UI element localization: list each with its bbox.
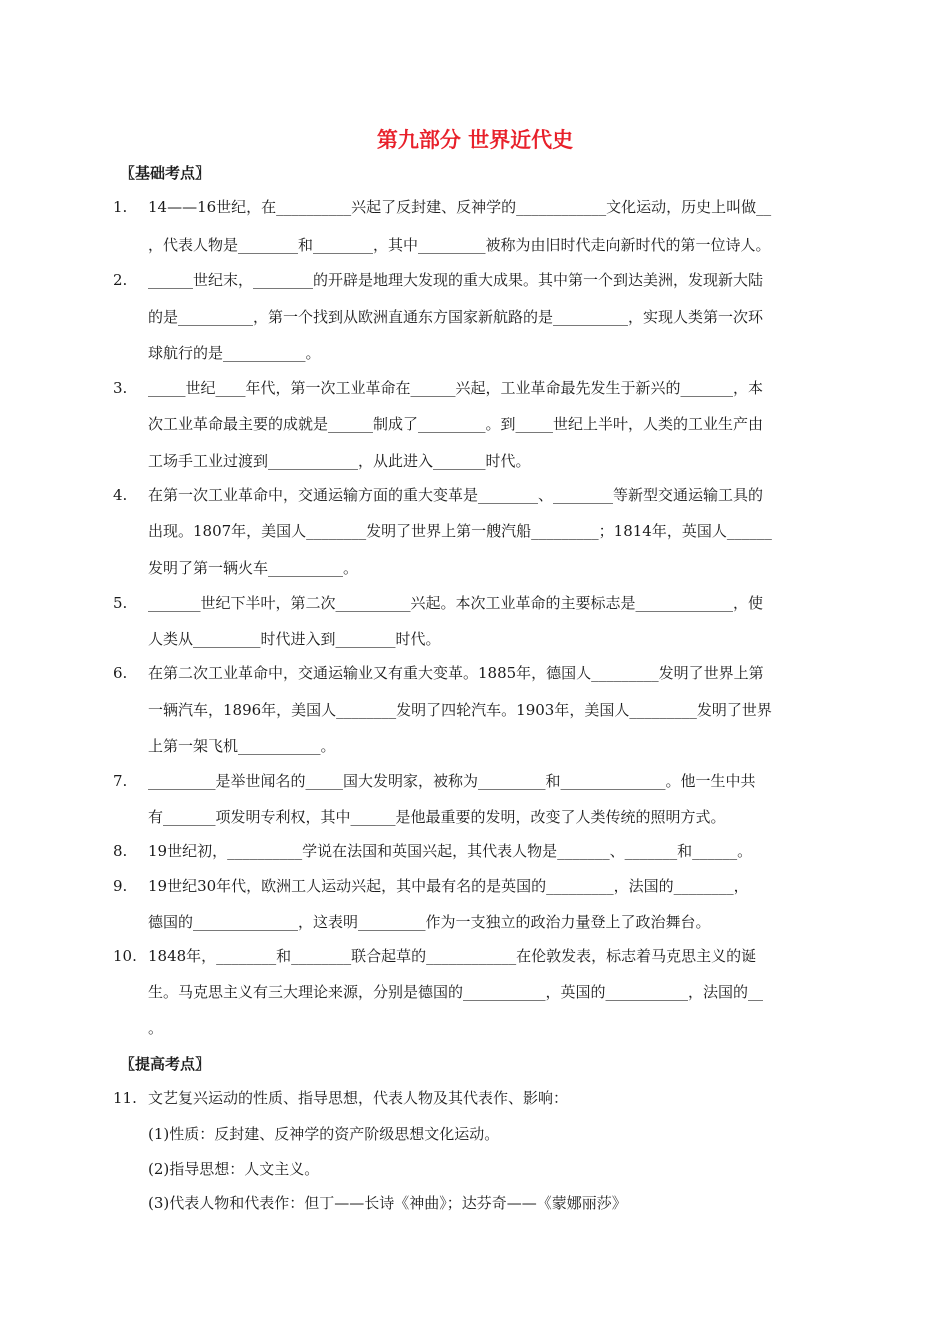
question-line: 德国的______________，这表明_________作为一支独立的政治力量登上了政治舞台。 xyxy=(148,913,711,931)
question-line: 出现。1807年，美国人________发明了世界上第一艘汽船_________；1814年，英国人______ xyxy=(148,522,772,540)
question-line: 一辆汽车，1896年，美国人________发明了四轮汽车。1903年，美国人_________发明了世界 xyxy=(148,701,772,719)
question-number: 11. xyxy=(113,1089,137,1107)
question-number: 10. xyxy=(113,947,137,965)
answer-item: (3)代表人物和代表作：但丁——长诗《神曲》；达芬奇——《蒙娜丽莎》 xyxy=(148,1194,627,1212)
question-number: 7. xyxy=(113,772,128,790)
question-number: 8. xyxy=(113,842,128,860)
page-title: 第九部分 世界近代史 xyxy=(376,128,574,152)
question-line: 发明了第一辆火车__________。 xyxy=(148,559,359,577)
question-line: 工场手工业过渡到____________，从此进入_______时代。 xyxy=(148,452,531,470)
question-line: 在第二次工业革命中，交通运输业又有重大变革。1885年，德国人_________发明了世界上第 xyxy=(148,664,764,682)
question-number: 5. xyxy=(113,594,128,612)
question-line: 上第一架飞机___________。 xyxy=(148,737,336,755)
section-heading-advanced: 〖提高考点〗 xyxy=(120,1055,211,1073)
question-line: 14——16世纪，在__________兴起了反封建、反神学的____________文化运动，历史上叫做__ xyxy=(148,198,772,216)
question-number: 1. xyxy=(113,198,128,216)
answer-item: (1)性质：反封建、反神学的资产阶级思想文化运动。 xyxy=(148,1125,500,1143)
question-line: 生。马克思主义有三大理论来源，分别是德国的___________，英国的___________，法国的__ xyxy=(148,983,764,1001)
question-line: 19世纪初，__________学说在法国和英国兴起，其代表人物是_______、_______和______。 xyxy=(148,842,753,860)
question-line: _____世纪____年代，第一次工业革命在______兴起，工业革命最先发生于新兴的_______，本 xyxy=(148,379,764,397)
question-number: 6. xyxy=(113,664,128,682)
question-line: 有_______项发明专利权，其中______是他最重要的发明，改变了人类传统的照明方式。 xyxy=(148,808,726,826)
question-line: _______世纪下半叶，第二次__________兴起。本次工业革命的主要标志是_____________，使 xyxy=(148,594,764,612)
answer-item: (2)指导思想：人文主义。 xyxy=(148,1160,320,1178)
question-line: 人类从_________时代进入到________时代。 xyxy=(148,630,441,648)
question-line: 1848年，________和________联合起草的____________在伦敦发表，标志着马克思主义的诞 xyxy=(148,947,757,965)
question-line: 球航行的是___________。 xyxy=(148,344,321,362)
question-line: 19世纪30年代，欧洲工人运动兴起，其中最有名的是英国的_________，法国的________， xyxy=(148,877,749,895)
question-line: ，代表人物是________和________，其中_________被称为由旧时代走向新时代的第一位诗人。 xyxy=(148,236,771,254)
question-number: 9. xyxy=(113,877,128,895)
question-line: 在第一次工业革命中，交通运输方面的重大变革是________、________等新型交通运输工具的 xyxy=(148,486,764,504)
question-line: 次工业革命最主要的成就是______制成了_________。到_____世纪上半叶，人类的工业生产由 xyxy=(148,415,764,433)
question-line: 的是__________，第一个找到从欧洲直通东方国家新航路的是__________，实现人类第一次环 xyxy=(148,308,764,326)
question-number: 4. xyxy=(113,486,128,504)
question-line: _________是举世闻名的_____国大发明家，被称为_________和______________。他一生中共 xyxy=(148,772,756,790)
section-heading-basic: 〖基础考点〗 xyxy=(120,164,211,182)
question-number: 3. xyxy=(113,379,128,397)
question-number: 2. xyxy=(113,271,128,289)
question-line: ______世纪末，________的开辟是地理大发现的重大成果。其中第一个到达美洲，发现新大陆 xyxy=(148,271,764,289)
question-line: 文艺复兴运动的性质、指导思想，代表人物及其代表作、影响： xyxy=(148,1089,569,1107)
question-line: 。 xyxy=(148,1019,164,1037)
